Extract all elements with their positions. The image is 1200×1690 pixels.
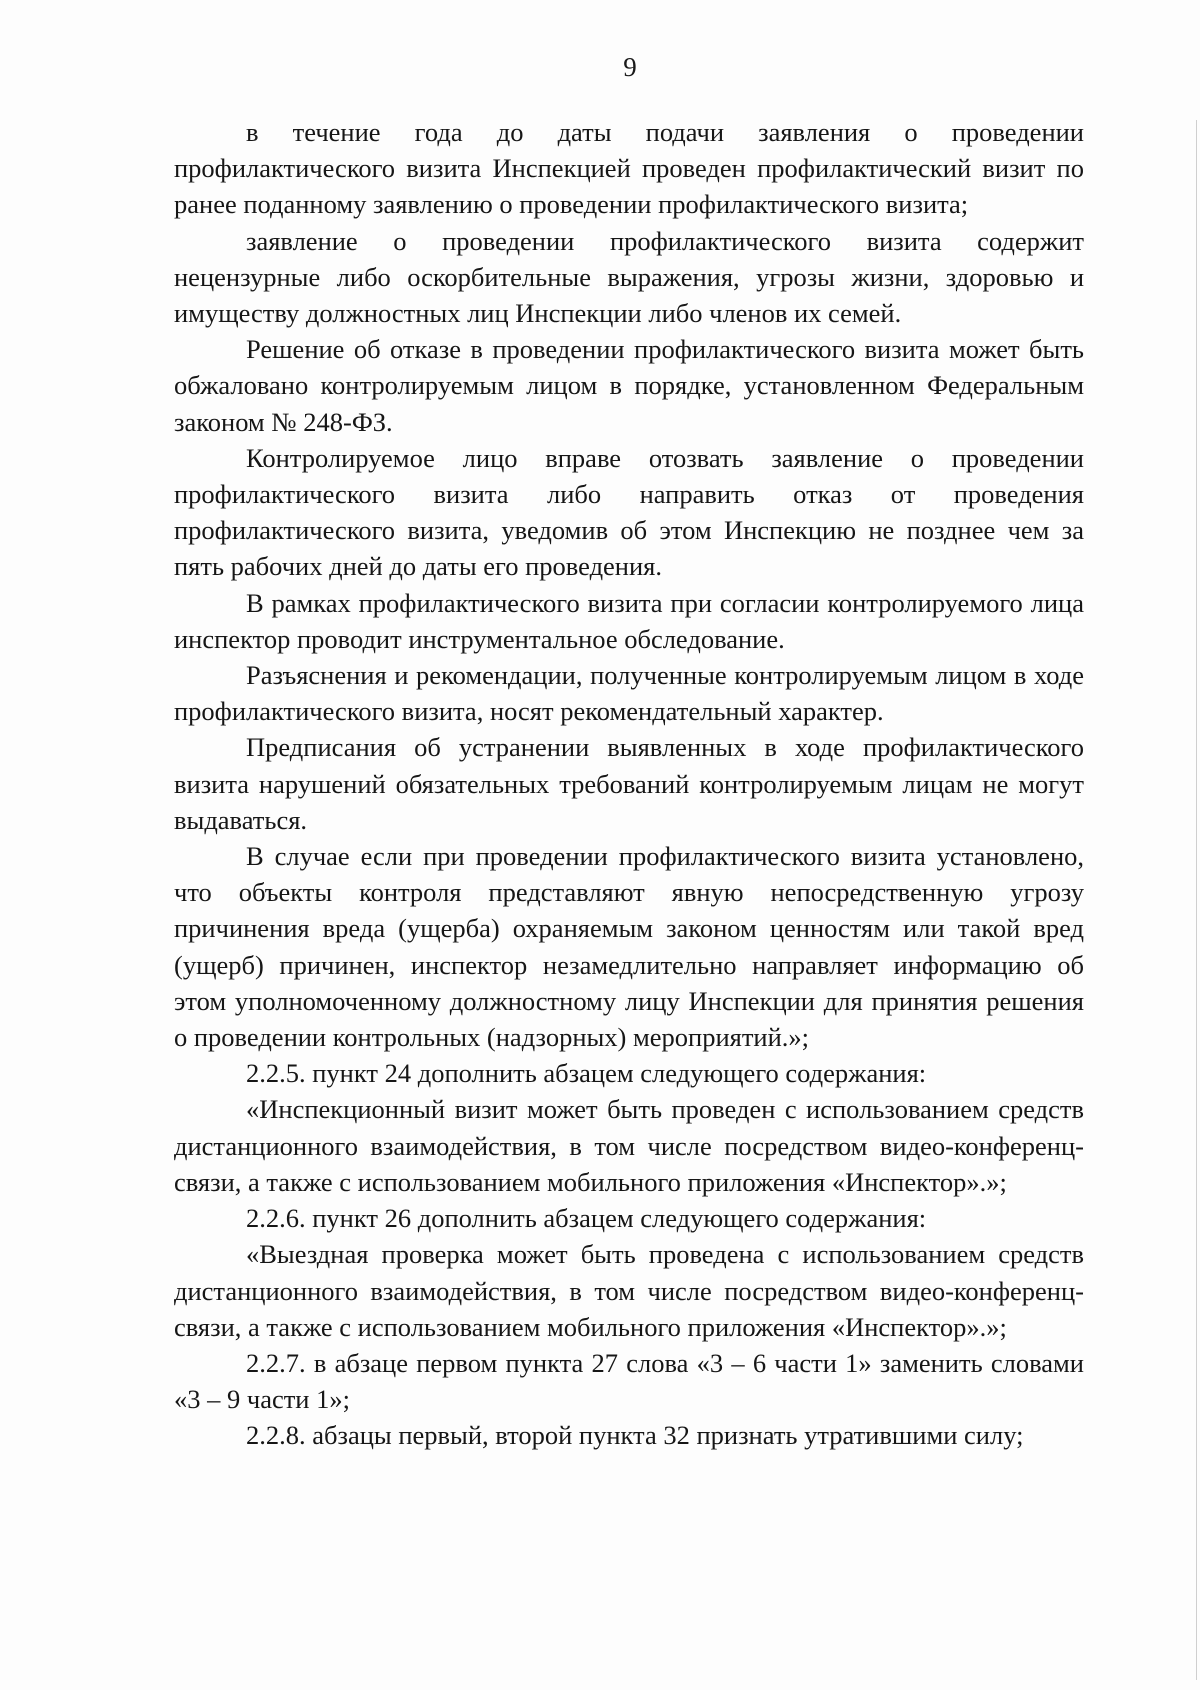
paragraph: Предписания об устранении выявленных в ходе профилактического визита нарушений обязательных требований контролируемым лицам не могут выдаваться. <box>174 732 1084 835</box>
document-body <box>174 114 1084 1454</box>
paragraph: заявление о проведении профилактического визита содержит нецензурные либо оскорбительные выражения, угрозы жизни, здоровью и имуществу должностных лиц Инспекции либо членов их семей. <box>174 225 1084 329</box>
page-number: 9 <box>623 52 637 82</box>
paragraph: 2.2.8. абзацы первый, второй пункта 32 признать утратившими силу; <box>246 1420 1024 1451</box>
paragraph: 2.2.6. пункт 26 дополнить абзацем следующего содержания: <box>246 1203 927 1234</box>
paragraph: Разъяснения и рекомендации, полученные контролируемым лицом в ходе профилактического визита, носят рекомендательный характер. <box>174 660 1084 727</box>
paragraph: 2.2.7. в абзаце первом пункта 27 слова «3 – 6 части 1» заменить словами «3 – 9 части 1»; <box>174 1347 1084 1415</box>
paragraph: В случае если при проведении профилактического визита установлено, что объекты контроля представляют явную непосредственную угрозу причинения вреда (ущерба) охраняемым законом ценностям или такой вред (ущерб) причинен, инспектор незамедлительно направляет информацию об этом уполномоченному должностному лицу Инспекции для принятия решения о проведении контрольных (надзорных) мероприятий.»; <box>174 841 1084 1053</box>
paragraph: В рамках профилактического визита при согласии контролируемого лица инспектор проводит инструментальное обследование. <box>174 587 1084 654</box>
paragraph: «Выездная проверка может быть проведена с использованием средств дистанционного взаимодействия, в том числе посредством видео-конференц-связи, а также с использованием мобильного приложения «Инспектор».»; <box>174 1239 1084 1342</box>
paragraph: «Инспекционный визит может быть проведен с использованием средств дистанционного взаимодействия, в том числе посредством видео-конференц-связи, а также с использованием мобильного приложения «Инспектор».»; <box>174 1094 1084 1197</box>
paragraph: Решение об отказе в проведении профилактического визита может быть обжаловано контролируемым лицом в порядке, установленном Федеральным законом № 248-ФЗ. <box>174 334 1084 437</box>
paragraph: в течение года до даты подачи заявления о проведении профилактического визита Инспекцией проведен профилактический визит по ранее поданному заявлению о проведении профилактического визита; <box>174 117 1084 220</box>
paragraph: Контролируемое лицо вправе отозвать заявление о проведении профилактического визита либо направить отказ от проведения профилактического визита, уведомив об этом Инспекцию не позднее чем за пять рабочих дней до даты его проведения. <box>174 442 1084 582</box>
scan-edge-line <box>1196 120 1197 1680</box>
paragraph: 2.2.5. пункт 24 дополнить абзацем следующего содержания: <box>246 1058 927 1089</box>
